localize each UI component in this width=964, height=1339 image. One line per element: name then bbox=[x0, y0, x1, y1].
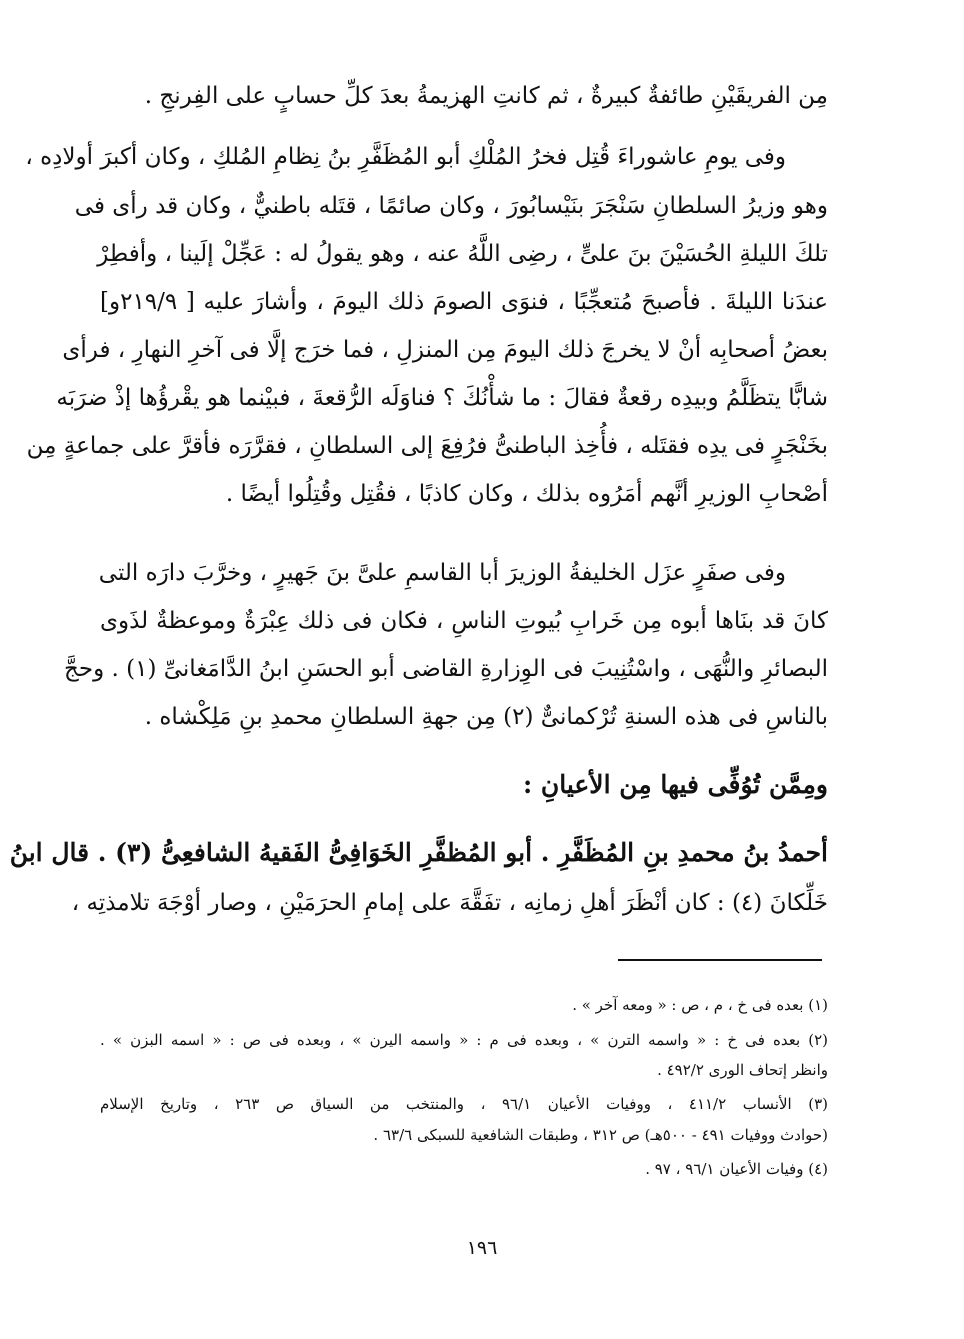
text-line: بخَنْجَرٍ فى يدِه فقتَله ، فأُخِذ الباطنىُّ فرُفِعَ إلى السلطانِ ، فقرَّرَه فأقرَّ على جماعةٍ مِن bbox=[26, 433, 828, 459]
text-line: شابًّا يتظَلَّمُ وبيدِه رقعةٌ فقالَ : ما شأْنُكَ ؟ فناوَلَه الرُّقعةَ ، فبيْنما هو يقْرؤُها إذْ ضرَبَه bbox=[56, 385, 828, 411]
footnote-line: (حوادث ووفيات ٤٩١ - ٥٠٠هـ) ص ٣١٢ ، وطبقات الشافعية للسبكى ٦٣/٦ . bbox=[373, 1126, 828, 1144]
text-line: وهو وزيرُ السلطانِ سَنْجَرَ بنَيْسابُورَ ، وكان صائمًا ، قتَله باطنيٌّ ، وكان قد رأى فى bbox=[74, 193, 828, 219]
text-line: وفى صفَرٍ عزَل الخليفةُ الوزيرَ أبا القاسمِ علىَّ بنَ جَهيرٍ ، وخرَّبَ دارَه التى bbox=[98, 560, 786, 586]
text-line: أصْحابِ الوزيرِ أنَّهم أمَرُوه بذلك ، وكان كاذبًا ، فقُتِل وقُتِلُوا أيضًا . bbox=[225, 481, 828, 507]
footnote-line: (١) بعده فى خ ، م ، ص : « ومعه آخر » . bbox=[572, 996, 828, 1014]
page-number: ١٩٦ bbox=[466, 1237, 498, 1259]
section-heading: ومِمَّن تُوُفِّى فيها مِن الأعيانِ : bbox=[522, 770, 828, 799]
text-line: بعضُ أصحابِه أنْ لا يخرجَ ذلك اليومَ مِن المنزلِ ، فما خرَج إلَّا فى آخرِ النهارِ ، فرأى bbox=[62, 337, 828, 363]
text-line: بالناسِ فى هذه السنةِ تُرْكمانىٌّ (٢) مِن جهةِ السلطانِ محمدِ بنِ مَلِكْشاه . bbox=[144, 704, 828, 730]
text-line: خَلِّكانَ (٤) : كان أنْظَرَ أهلِ زمانِه ، تفَقَّهَ على إمامِ الحرَمَيْنِ ، وصار أوْجَهَ تلامذتِه ، bbox=[71, 890, 828, 916]
biography-entry-heading: أحمدُ بنُ محمدِ بنِ المُظَفَّرِ . أبو المُظفَّرِ الخَوَافِىُّ الفَقيهُ الشافعِىُّ (٣) . قال ابنُ bbox=[9, 838, 828, 867]
footnote-separator bbox=[618, 959, 822, 961]
text-line: مِن الفريقَيْنِ طائفةٌ كبيرةٌ ، ثم كانتِ الهزيمةُ بعدَ كلِّ حسابٍ على الفِرنجِ . bbox=[144, 83, 828, 109]
footnote-line: (٣) الأنساب ٤١١/٢ ، ووفيات الأعيان ٩٦/١ ، والمنتخب من السياق ص ٢٦٣ ، وتاريخ الإسلام bbox=[100, 1095, 829, 1113]
footnote-line: (٤) وفيات الأعيان ٩٦/١ ، ٩٧ . bbox=[645, 1160, 828, 1178]
text-line: تلكَ الليلةِ الحُسَيْنَ بنَ علىٍّ ، رضِى اللَّهُ عنه ، وهو يقولُ له : عَجِّلْ إلَينا ، وأفطِرْ bbox=[97, 241, 828, 267]
text-line: كانَ قد بنَاها أبوه مِن خَرابِ بُيوتِ الناسِ ، فكان فى ذلك عِبْرَةٌ وموعظةٌ لذَوى bbox=[100, 608, 828, 634]
text-line: عندَنا الليلةَ . فأصبحَ مُتعجِّبًا ، فنوَى الصومَ ذلك اليومَ ، وأشارَ عليه [ ٢١٩/٩و] bbox=[100, 289, 828, 315]
text-line: البصائرِ والنُّهَى ، واسْتُنِيبَ فى الوِزارةِ القاضى أبو الحسَنِ ابنُ الدَّامَغانىِّ (١) . وحجَّ bbox=[64, 656, 828, 682]
footnote-line: (٢) بعده فى خ : « واسمه الترن » ، وبعده فى م : « واسمه اليرن » ، وبعده فى ص : « اسمه البزن » . bbox=[100, 1031, 828, 1049]
footnote-line: وانظر إتحاف الورى ٤٩٢/٢ . bbox=[657, 1061, 828, 1079]
text-line: وفى يومِ عاشوراءَ قُتِل فخرُ المُلْكِ أبو المُظَفَّرِ بنُ نِظامِ المُلكِ ، وكان أكبرَ أولادِه ، bbox=[25, 144, 786, 170]
